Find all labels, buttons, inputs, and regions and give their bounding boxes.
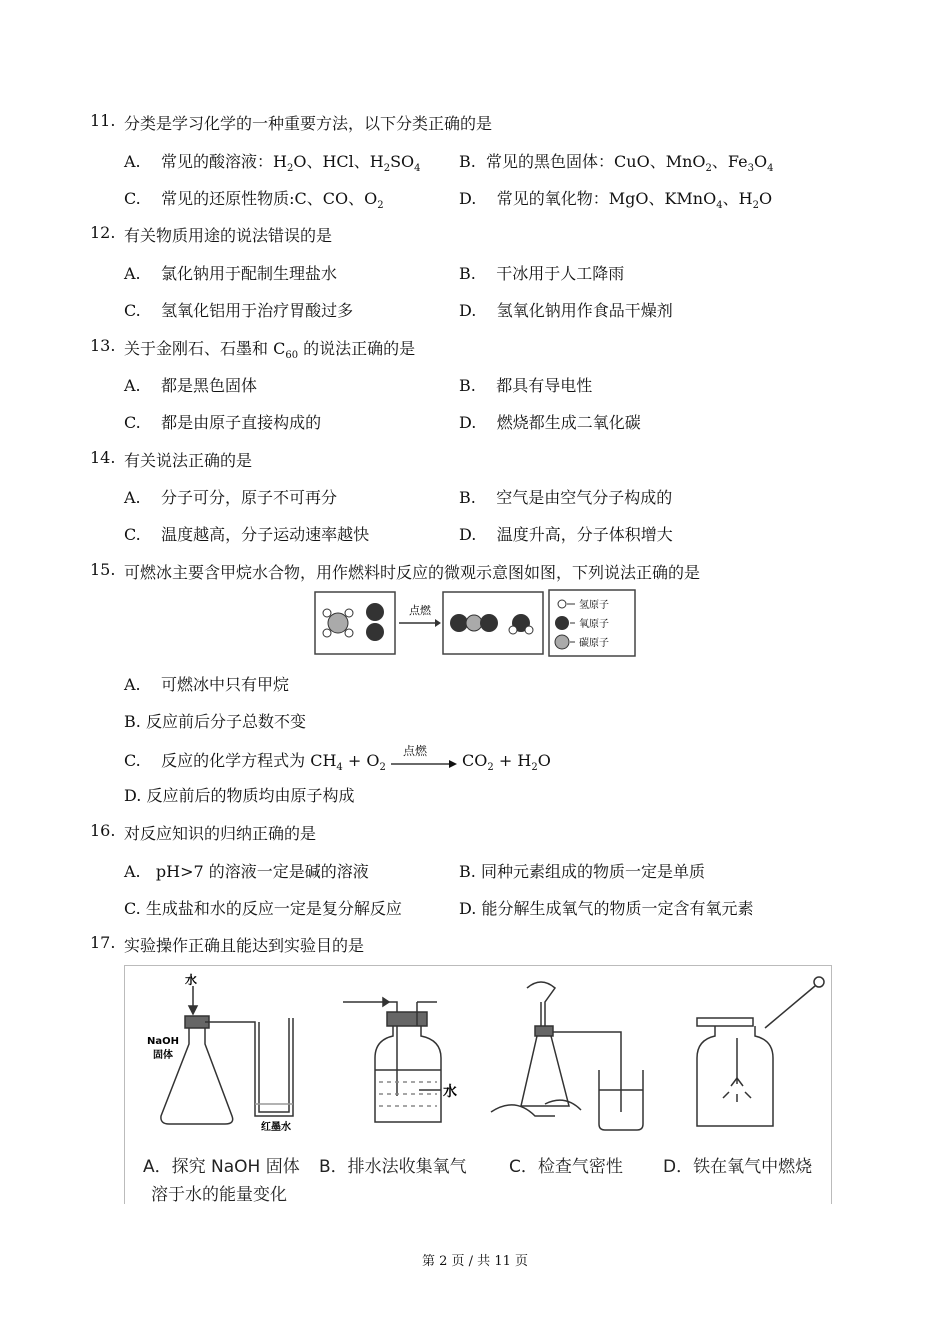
legend-carbon: 碳原子	[579, 638, 609, 649]
question-text: 对反应知识的归纳正确的是	[124, 824, 317, 843]
co2-molecule	[450, 614, 498, 632]
label-naoh: NaOH	[147, 1036, 179, 1047]
option-d[interactable]: D. 反应前后的物质均由原子构成	[124, 786, 355, 805]
option-c[interactable]: C. 常见的还原性物质:C、CO、$O_2$	[124, 189, 384, 211]
option-c[interactable]: C. 氢氧化铝用于治疗胃酸过多	[124, 301, 354, 320]
apparatus-b	[343, 998, 441, 1122]
question-text: 实验操作正确且能达到实验目的是	[124, 936, 365, 955]
caption-d: D．铁在氧气中燃烧	[663, 1157, 813, 1177]
option-c[interactable]: C. 生成盐和水的反应一定是复分解反应	[124, 899, 402, 918]
option-c[interactable]: C. 反应的化学方程式为 $CH_4 + O_2$ 点燃 $CO_2 + H_2O$	[124, 743, 551, 773]
option-b[interactable]: B. 常见的黑色固体：CuO、MnO$_2$、$Fe_3O_4$	[459, 152, 774, 174]
option-b[interactable]: B. 都具有导电性	[459, 376, 593, 395]
question-number: 14.	[90, 448, 116, 467]
question-number: 12.	[90, 223, 116, 242]
apparatus-figure	[124, 965, 832, 1204]
option-d[interactable]: D. 常见的氧化物：MgO、KMnO$_4$、$H_2O$	[459, 189, 773, 211]
legend-hydrogen: 氢原子	[579, 600, 609, 611]
question-number: 11.	[90, 111, 116, 130]
apparatus-c	[491, 982, 643, 1130]
caption-a-line1: A．探究 NaOH 固体	[143, 1157, 300, 1177]
label-solid: 固体	[153, 1050, 173, 1061]
apparatus-a	[161, 986, 293, 1124]
question-text: 有关物质用途的说法错误的是	[124, 226, 333, 245]
page-footer: 第 2 页 / 共 11 页	[422, 1254, 528, 1269]
question-number: 15.	[90, 560, 116, 579]
reaction-arrow: 点燃	[391, 754, 457, 770]
caption-b: B．排水法收集氧气	[319, 1157, 467, 1177]
legend-oxygen: 氧原子	[579, 619, 609, 630]
option-a[interactable]: A. 氯化钠用于配制生理盐水	[124, 264, 337, 283]
label-water-a: 水	[185, 973, 198, 987]
question-text: 分类是学习化学的一种重要方法，以下分类正确的是	[124, 114, 493, 133]
question-text: 可燃冰主要含甲烷水合物，用作燃料时反应的微观示意图如图，下列说法正确的是	[124, 563, 701, 582]
caption-a-line2: 溶于水的能量变化	[151, 1185, 287, 1205]
option-b[interactable]: B. 同种元素组成的物质一定是单质	[459, 862, 705, 881]
label-water-b: 水	[443, 1084, 457, 1100]
option-a[interactable]: A. 可燃冰中只有甲烷	[124, 675, 289, 694]
option-d[interactable]: D. 氢氧化钠用作食品干燥剂	[459, 301, 673, 320]
label-red-ink: 红墨水	[261, 1122, 291, 1133]
option-b[interactable]: B. 空气是由空气分子构成的	[459, 488, 673, 507]
option-b[interactable]: B. 反应前后分子总数不变	[124, 712, 306, 731]
option-a[interactable]: A. 常见的酸溶液：$H_2O$、HCl、$H_2SO_4$	[124, 152, 421, 174]
option-a[interactable]: A. 都是黑色固体	[124, 376, 257, 395]
question-number: 17.	[90, 933, 116, 952]
option-d[interactable]: D. 燃烧都生成二氧化碳	[459, 413, 641, 432]
option-d[interactable]: D. 温度升高，分子体积增大	[459, 525, 673, 544]
reaction-diagram	[313, 586, 637, 662]
option-a[interactable]: A. 分子可分，原子不可再分	[124, 488, 337, 507]
methane-molecule	[323, 609, 353, 637]
caption-c: C．检查气密性	[509, 1157, 623, 1177]
arrow-label: 点燃	[409, 604, 431, 617]
option-a[interactable]: A. pH>7 的溶液一定是碱的溶液	[124, 862, 369, 881]
question-text: 有关说法正确的是	[124, 451, 253, 470]
question-number: 13.	[90, 336, 116, 355]
option-d[interactable]: D. 能分解生成氧气的物质一定含有氧元素	[459, 899, 754, 918]
option-b[interactable]: B. 干冰用于人工降雨	[459, 264, 625, 283]
option-c[interactable]: C. 温度越高，分子运动速率越快	[124, 525, 370, 544]
question-number: 16.	[90, 821, 116, 840]
question-text: 关于金刚石、石墨和 $C_{60}$ 的说法正确的是	[124, 339, 416, 361]
option-c[interactable]: C. 都是由原子直接构成的	[124, 413, 322, 432]
apparatus-d	[697, 977, 824, 1126]
